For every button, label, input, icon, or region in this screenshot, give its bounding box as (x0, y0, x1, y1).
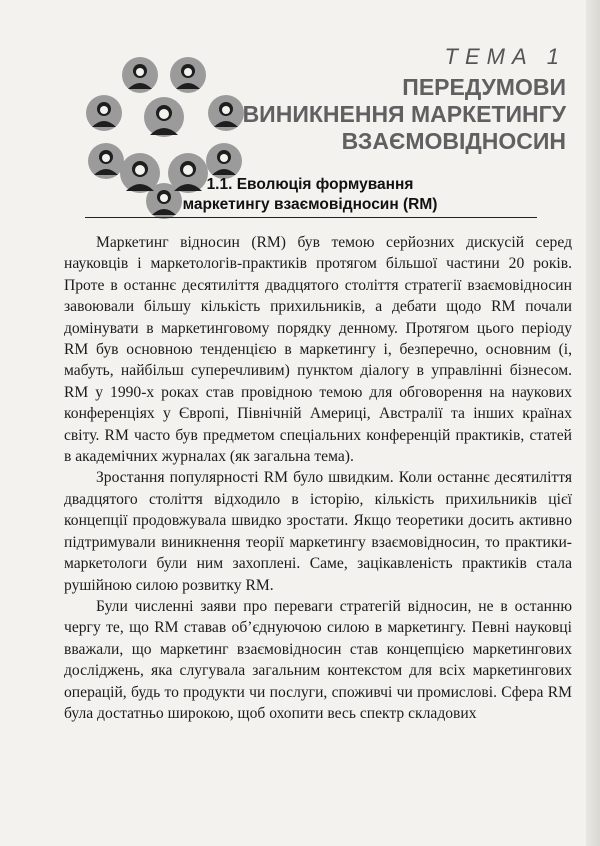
chapter-title-line: ВИНИКНЕННЯ МАРКЕТИНГУ (242, 101, 566, 127)
heading-divider (85, 217, 537, 218)
page-edge-shadow (586, 0, 600, 846)
paragraph: Маркетинг відносин (RM) був темою серйозних дискусій серед науковців і маркетологів-практиків протягом більшої частини 20 років. Проте в останнє десятиліття двадцятого століття стратегії взаємовідносин завоювали більшу кількість прихильників, а дебати щодо RM почали домінувати в маркетинговому порядку денному. Протягом цього періоду RM був основною тенденцією в маркетингу і, безперечно, основним (і, мабуть, найбільш суперечливим) пунктом діалогу в управлінні бізнесом. RM у 1990-х роках став провідною темою для обговорення на наукових конференціях у Європі, Північній Америці, Австралії та інших країнах світу. RM часто був предметом спеціальних конференцій практиків, статей в академічних журналах (як загальна тема). (64, 234, 572, 466)
chapter-title (226, 74, 566, 155)
body-text (64, 232, 572, 724)
section-heading-line: маркетингу взаємовідносин (RM) (182, 196, 438, 213)
chapter-title-line: ПЕРЕДУМОВИ (402, 74, 566, 100)
paragraph: Були численні заяви про переваги стратегій відносин, не в останню чергу те, що RM ставав об’єднуючою силою в маркетингу. Певні науковці вважали, що маркетинг взаємовідносин став концепцією маркетингових досліджень, яка слугувала загальним контекстом для всіх маркетингових операцій, будь то продукти чи послуги, споживчі чи промислові. Сфера RM була достатньо широкою, щоб охопити весь спектр складових (64, 597, 572, 722)
section-heading-line: 1.1. Еволюція формування (206, 176, 414, 193)
theme-label: ТЕМА 1 (444, 44, 566, 69)
chapter-title-line: ВЗАЄМОВІДНОСИН (341, 128, 566, 154)
section-heading (150, 175, 470, 215)
paragraph: Зростання популярності RM було швидким. Коли останнє десятиліття двадцятого століття відходило в історію, кількість прихильників цієї концепції продовжувала швидко зростати. Якщо теоретики досить активно підтримували виникнення теорії маркетингу взаємовідносин, то практики-маркетологи були ним захоплені. Саме, зацікавленість практиків стала рушійною силою розвитку RM. (64, 469, 572, 594)
chapter-header (226, 44, 566, 155)
